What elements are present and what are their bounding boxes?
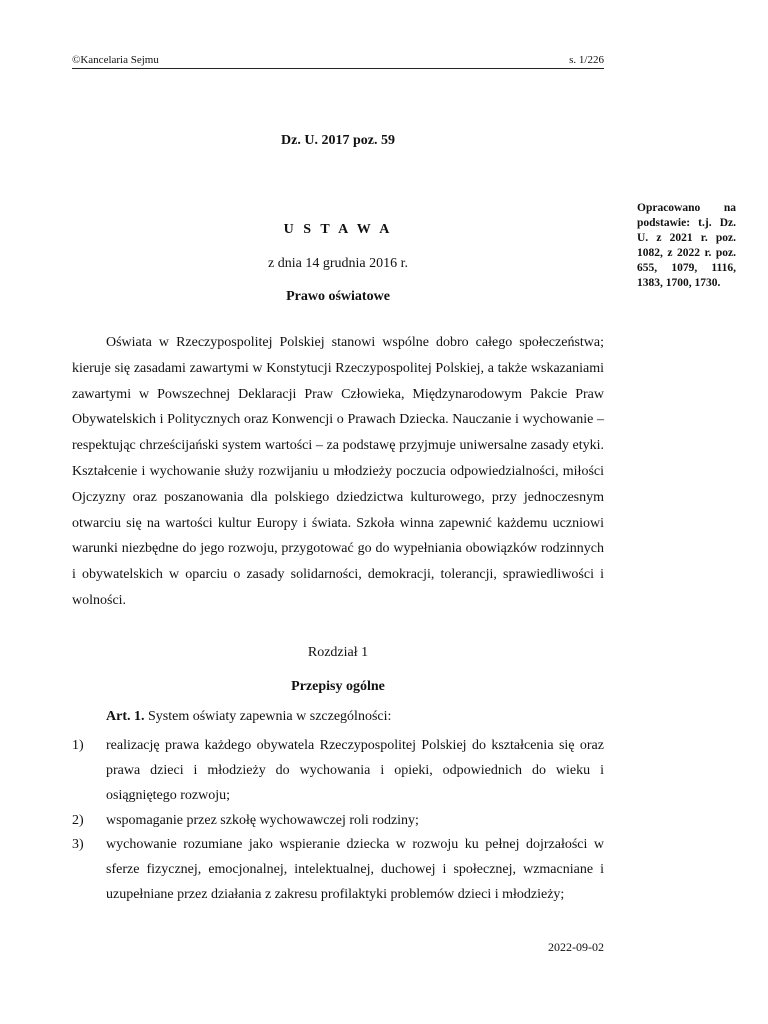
act-type: U S T A W A [283,222,393,237]
preamble: Oświata w Rzeczypospolitej Polskiej stanowi wspólne dobro całego społeczeństwa; kieruje się zasadami zawartymi w Konstytucji Rzeczypospolitej Polskiej, a także wskazaniami zawartymi w Powszechnej Deklaracji Praw Człowieka, Międzynarodowym Pakcie Praw Obywatelskich i Politycznych oraz Konwencji o Prawach Dziecka. Nauczanie i wychowanie – respektując chrześcijański system wartości – za podstawę przyjmuje uniwersalne zasady etyki. Kształcenie i wychowanie służy rozwijaniu u młodzieży poczucia odpowiedzialności, miłości Ojczyzny oraz poszanowania dla polskiego dziedzictwa kulturowego, przy jednoczesnym otwarciu się na wartości kultur Europy i świata. Szkoła winna zapewnić każdemu uczniowi warunki niezbędne do jego rozwoju, przygotować go do wypełniania obowiązków rodzinnych i obywatelskich w oparciu o zasady solidarności, demokracji, tolerancji, sprawiedliwości i wolności. [72,335,604,608]
margin-note: Opracowano na podstawie: t.j. Dz. U. z 2021 r. poz. 1082, z 2022 r. poz. 655, 1079, 1116, 1383, 1700, 1730. [637,202,736,289]
list-item-number: 2) [72,813,84,828]
footer-date: 2022-09-02 [548,940,604,954]
list-item-number: 3) [72,837,84,852]
list-item-number: 1) [72,738,84,753]
act-title: Prawo oświatowe [286,289,390,304]
page-header [72,54,604,69]
publisher-label: ©Kancelaria Sejmu [72,54,159,66]
act-date: z dnia 14 grudnia 2016 r. [268,256,408,271]
publication-reference: Dz. U. 2017 poz. 59 [281,133,395,148]
chapter-title: Przepisy ogólne [291,679,385,694]
list-item-text: wychowanie rozumiane jako wspieranie dziecka w rozwoju ku pełnej dojrzałości w sferze fizycznej, emocjonalnej, intelektualnej, duchowej i społecznej, wzmacniane i uzupełniane przez działania z zakresu profilaktyki problemów dzieci i młodzieży; [106,837,604,902]
article-intro [106,709,604,725]
list-item-text: wspomaganie przez szkołę wychowawczej roli rodziny; [106,813,419,828]
article-intro-text: System oświaty zapewnia w szczególności: [144,709,392,724]
article-label: Art. 1. [106,709,145,724]
page-number: s. 1/226 [569,54,604,66]
list-item-text: realizację prawa każdego obywatela Rzeczypospolitej Polskiej do kształcenia się oraz prawa dzieci i młodzieży do wychowania i opieki, odpowiednich do wieku i osiągniętego rozwoju; [106,738,604,803]
chapter-label: Rozdział 1 [307,645,369,660]
